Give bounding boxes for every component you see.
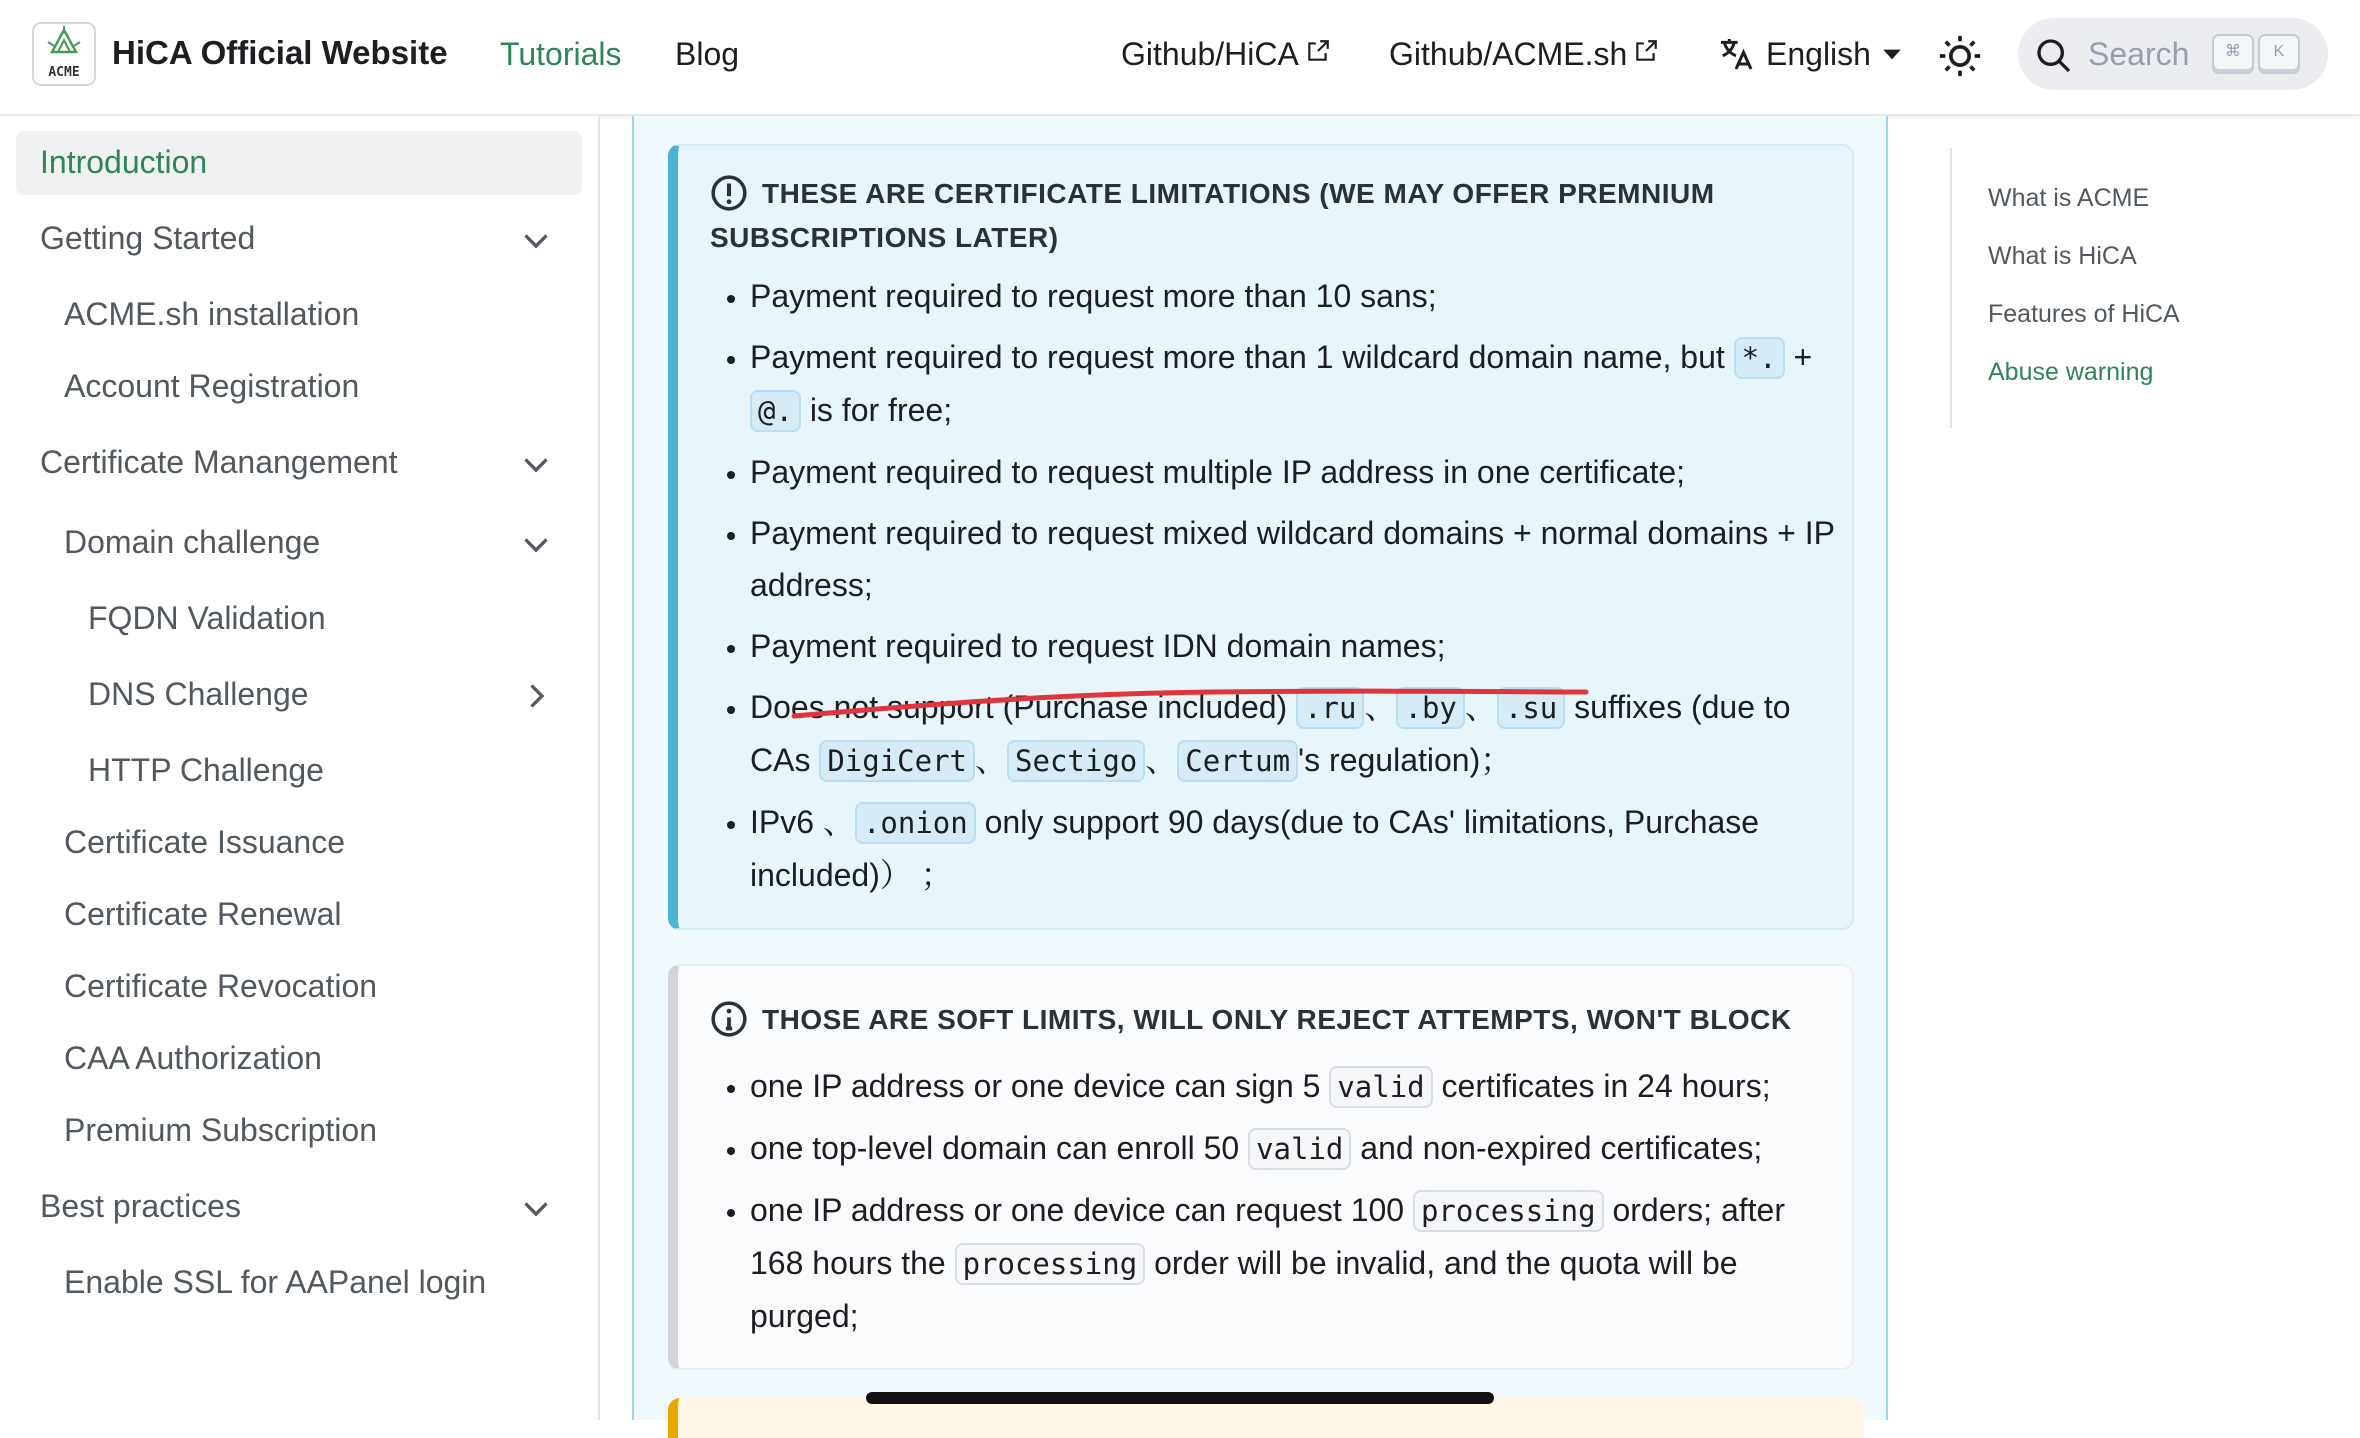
nav-github-acme[interactable]: [1389, 36, 1659, 73]
sidebar-item-certificate-management[interactable]: Certificate Manangement: [40, 444, 398, 480]
inline-code: .onion: [855, 802, 976, 844]
kbd-cmd: ⌘: [2212, 34, 2254, 74]
navbar: [0, 0, 2360, 116]
caution-title-line1: THESE ARE CERTIFICATE LIMITATIONS (WE MAY OFFER PREMNIUM: [762, 178, 1715, 209]
next-admonition-partial: [668, 1398, 1864, 1438]
separator: 、: [1364, 689, 1397, 725]
caution-item-7-text: IPv6 、: [750, 804, 855, 840]
inline-code: processing: [1413, 1190, 1604, 1232]
caution-item-4: Payment required to request mixed wildcard domains + normal domains + IP address;: [750, 515, 1835, 603]
sidebar-item-account-registration[interactable]: Account Registration: [64, 368, 360, 404]
search-icon: [2034, 36, 2074, 76]
inline-code: Certum: [1177, 740, 1298, 782]
info-list: [712, 1060, 1840, 1351]
sidebar-item-getting-started[interactable]: Getting Started: [40, 220, 256, 256]
list-item: [750, 331, 1840, 437]
inline-code: .su: [1497, 687, 1565, 729]
toc-item-abuse-warning[interactable]: Abuse warning: [1988, 358, 2154, 386]
sidebar-item-caa-authorization[interactable]: CAA Authorization: [64, 1040, 322, 1076]
theme-toggle-sun-icon[interactable]: [1938, 34, 1982, 78]
red-annotation-underline: [790, 686, 1590, 726]
main-content: [632, 116, 1888, 1420]
caution-list: [712, 270, 1840, 910]
caution-item-2-end: is for free;: [800, 392, 953, 428]
inline-code: .by: [1396, 687, 1464, 729]
sidebar-item-fqdn-validation[interactable]: FQDN Validation: [88, 600, 326, 636]
info-item-2-text: one top-level domain can enroll 50: [750, 1130, 1249, 1166]
sidebar-item-introduction[interactable]: Introduction: [40, 144, 208, 180]
language-dropdown[interactable]: [1716, 32, 1905, 76]
info-item-3-mid: orders; after 168 hours the: [750, 1192, 1785, 1281]
sidebar-item-domain-challenge[interactable]: Domain challenge: [64, 524, 321, 560]
acme-logo-icon[interactable]: [32, 22, 96, 86]
caution-title: [710, 172, 1715, 260]
list-item: [750, 1122, 1840, 1175]
sidebar-item-certificate-renewal[interactable]: Certificate Renewal: [64, 896, 342, 932]
nav-blog[interactable]: Blog: [675, 36, 740, 72]
list-item: [750, 796, 1840, 901]
separator: 、: [1145, 742, 1178, 778]
list-item: [750, 507, 1840, 611]
info-item-3-end: order will be invalid, and the quota will be purged;: [750, 1245, 1738, 1334]
nav-github-acme-label: Github/ACME.sh: [1389, 36, 1628, 72]
list-item: [750, 1060, 1840, 1113]
caution-item-5: Payment required to request IDN domain names;: [750, 628, 1446, 664]
list-item: [750, 1184, 1840, 1342]
horizontal-scrollbar[interactable]: [866, 1392, 1494, 1404]
inline-code: *.: [1734, 337, 1785, 379]
table-of-contents: [1950, 148, 2272, 428]
inline-code: @.: [750, 390, 801, 432]
info-item-1-text: one IP address or one device can sign 5: [750, 1068, 1330, 1104]
caution-item-2-text: Payment required to request more than 1 wildcard domain name, but: [750, 339, 1734, 375]
inline-code: .ru: [1296, 687, 1364, 729]
search-placeholder: Search: [2088, 36, 2190, 72]
chevron-down-icon[interactable]: [518, 222, 554, 258]
nav-tutorials[interactable]: Tutorials: [500, 36, 622, 72]
external-link-icon: [1305, 38, 1331, 64]
caution-item-6-end: 's regulation)；: [1298, 742, 1513, 778]
caution-title-line2: SUBSCRIPTIONS LATER): [710, 222, 1059, 253]
inline-code: valid: [1248, 1128, 1351, 1170]
sidebar-item-dns-challenge[interactable]: DNS Challenge: [88, 676, 309, 712]
external-link-icon: [1633, 38, 1659, 64]
toc-item-what-is-acme[interactable]: What is ACME: [1988, 184, 2150, 212]
separator: 、: [1464, 689, 1497, 725]
info-item-2-end: and non-expired certificates;: [1351, 1130, 1763, 1166]
caution-item-6-text: Does not support (Purchase included): [750, 689, 1297, 725]
chevron-right-icon[interactable]: [518, 678, 554, 714]
caution-item-2-plus: +: [1784, 339, 1813, 375]
sidebar-item-certificate-revocation[interactable]: Certificate Revocation: [64, 968, 378, 1004]
info-item-3-text: one IP address or one device can request 100: [750, 1192, 1413, 1228]
inline-code: Sectigo: [1007, 740, 1145, 782]
kbd-k: K: [2258, 34, 2300, 74]
toc-item-features-of-hica[interactable]: Features of HiCA: [1988, 300, 2180, 328]
caution-admonition: [668, 144, 1854, 930]
translate-icon: [1716, 34, 1756, 74]
chevron-down-icon[interactable]: [518, 446, 554, 482]
info-title-text: THOSE ARE SOFT LIMITS, WILL ONLY REJECT ATTEMPTS, WON'T BLOCK: [762, 1004, 1792, 1035]
list-item: [750, 620, 1840, 672]
search-button[interactable]: [2018, 18, 2328, 90]
info-admonition: [668, 964, 1854, 1370]
list-item: [750, 446, 1840, 498]
separator: 、: [975, 742, 1008, 778]
chevron-down-icon[interactable]: [518, 1190, 554, 1226]
sidebar: [0, 116, 600, 1420]
sidebar-item-certificate-issuance[interactable]: Certificate Issuance: [64, 824, 346, 860]
inline-code: DigiCert: [819, 740, 975, 782]
caution-item-1: Payment required to request more than 10 sans;: [750, 278, 1437, 314]
caution-item-6-mid: suffixes (due to CAs: [750, 689, 1791, 778]
info-item-1-end: certificates in 24 hours;: [1432, 1068, 1771, 1104]
inline-code: processing: [955, 1243, 1146, 1285]
toc-item-what-is-hica[interactable]: What is HiCA: [1988, 242, 2137, 270]
brand-title[interactable]: HiCA Official Website: [112, 34, 448, 71]
caution-item-3: Payment required to request multiple IP address in one certificate;: [750, 454, 1686, 490]
language-label: English: [1766, 35, 1871, 72]
inline-code: valid: [1329, 1066, 1432, 1108]
caret-down-icon: [1879, 41, 1905, 67]
caution-item-7-end: only support 90 days(due to CAs' limitations, Purchase included)） ；: [750, 804, 1760, 893]
sidebar-item-http-challenge[interactable]: HTTP Challenge: [88, 752, 324, 788]
svg-text:ACME: ACME: [48, 65, 80, 80]
nav-github-hica[interactable]: [1121, 36, 1331, 73]
sidebar-item-enable-ssl-aapanel[interactable]: Enable SSL for AAPanel login: [64, 1264, 487, 1300]
chevron-down-icon[interactable]: [518, 526, 554, 562]
sidebar-item-best-practices[interactable]: Best practices: [40, 1188, 241, 1224]
list-item: [750, 270, 1840, 322]
sidebar-item-acme-installation[interactable]: ACME.sh installation: [64, 296, 360, 332]
nav-github-hica-label: Github/HiCA: [1121, 36, 1299, 72]
exclamation-circle-icon: [710, 174, 748, 212]
info-circle-icon: [710, 1000, 748, 1038]
info-title: [710, 998, 1792, 1042]
sidebar-item-premium-subscription[interactable]: Premium Subscription: [64, 1112, 377, 1148]
